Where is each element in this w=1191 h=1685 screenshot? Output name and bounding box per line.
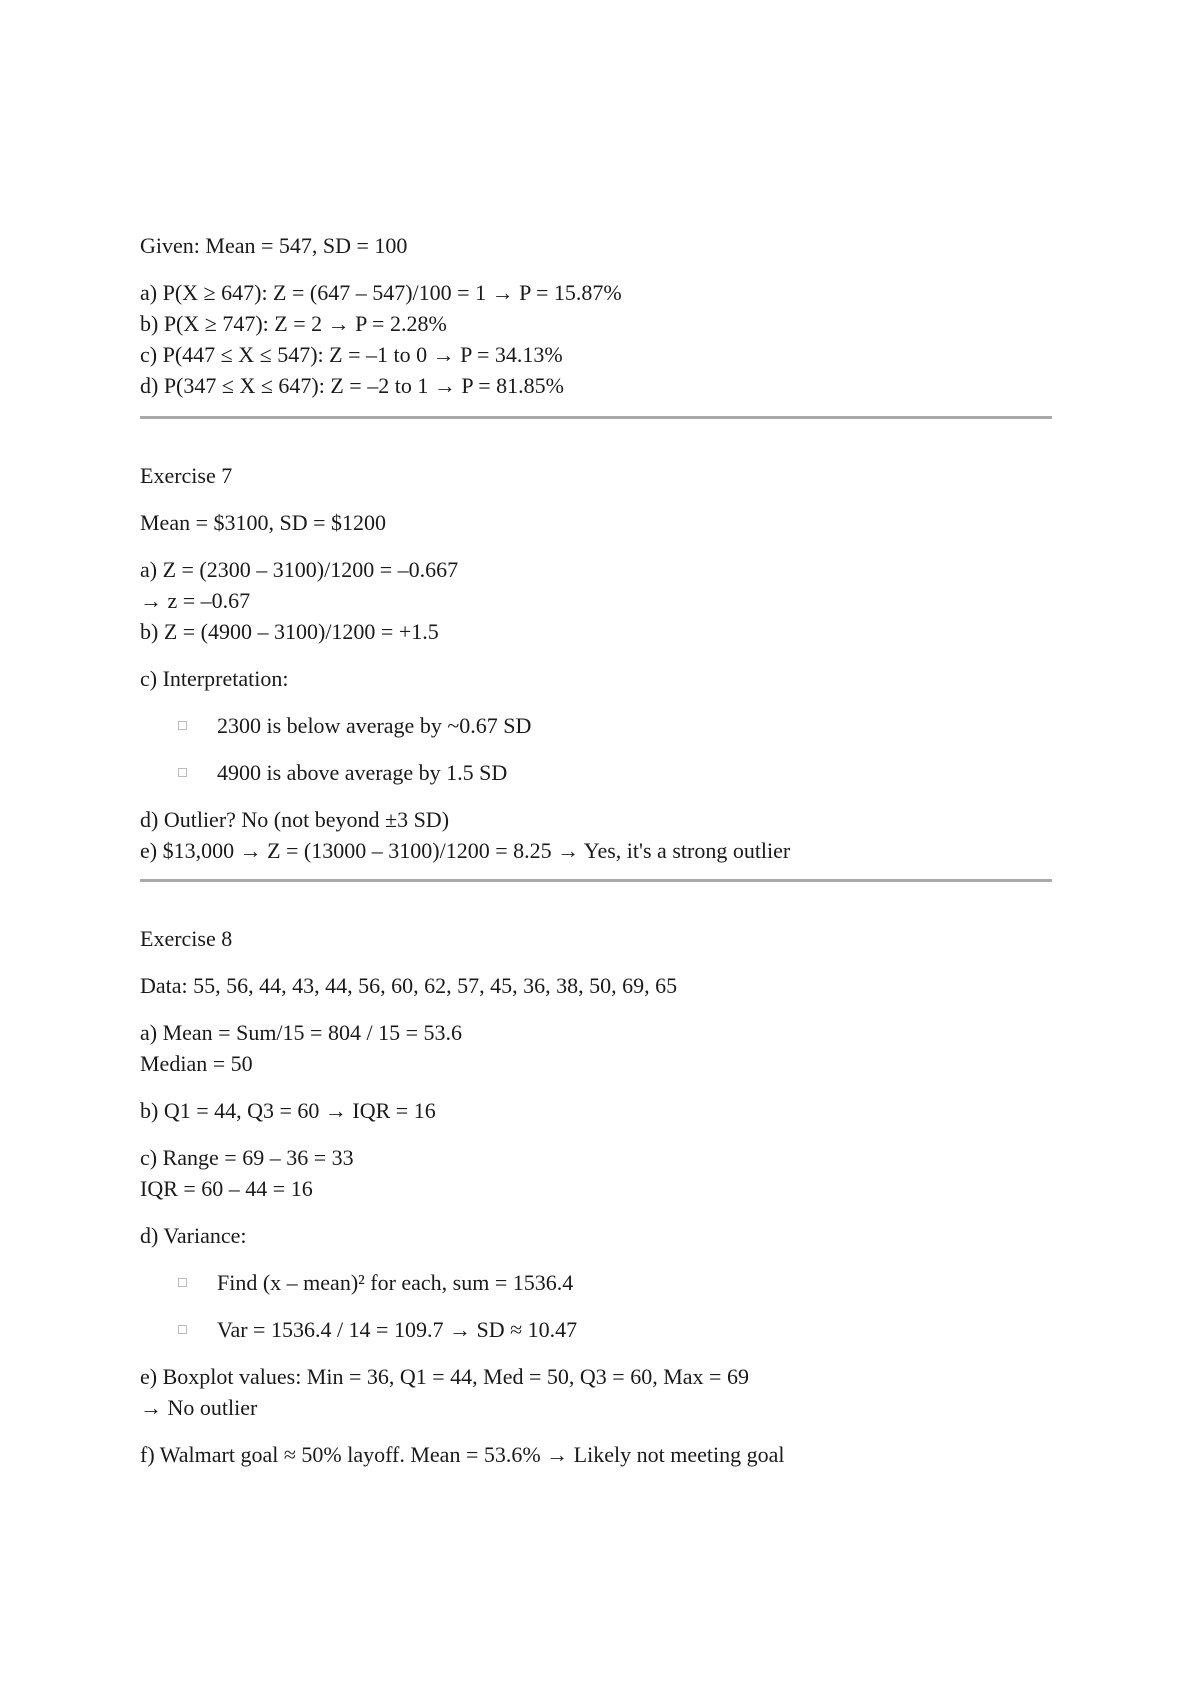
answer-c: c) P(447 ≤ X ≤ 547): Z = –1 to 0 → P = 34.13% [140, 342, 563, 367]
probability-answers [140, 277, 1052, 401]
answer-a: a) P(X ≥ 647): Z = (647 – 547)/100 = 1 → P = 15.87% [140, 280, 622, 305]
exercise-7-e: e) $13,000 → Z = (13000 – 3100)/1200 = 8.25 → Yes, it's a strong outlier [140, 838, 791, 863]
exercise-8-a1: a) Mean = Sum/15 = 804 / 15 = 53.6 [140, 1020, 462, 1045]
bullet-icon [178, 1278, 187, 1287]
exercise-7-title: Exercise 7 [140, 463, 233, 488]
list-item [140, 757, 1052, 788]
list-item [140, 710, 1052, 741]
bullet-text: 4900 is above average by 1.5 SD [217, 760, 508, 785]
exercise-8-f: f) Walmart goal ≈ 50% layoff. Mean = 53.6% → Likely not meeting goal [140, 1442, 785, 1467]
exercise-8-data: Data: 55, 56, 44, 43, 44, 56, 60, 62, 57, 45, 36, 38, 50, 69, 65 [140, 973, 678, 998]
bullet-text: Var = 1536.4 / 14 = 109.7 → SD ≈ 10.47 [217, 1317, 578, 1342]
exercise-8-e1: e) Boxplot values: Min = 36, Q1 = 44, Med = 50, Q3 = 60, Max = 69 [140, 1364, 749, 1389]
bullet-icon [178, 721, 187, 730]
exercise-8-a2: Median = 50 [140, 1051, 253, 1076]
bullet-text: 2300 is below average by ~0.67 SD [217, 713, 532, 738]
bullet-text: Find (x – mean)² for each, sum = 1536.4 [217, 1270, 574, 1295]
exercise-7-given: Mean = $3100, SD = $1200 [140, 510, 387, 535]
section-divider [140, 879, 1052, 882]
exercise-8-c [140, 1142, 1052, 1204]
list-item [140, 1314, 1052, 1345]
exercise-7-d: d) Outlier? No (not beyond ±3 SD) [140, 807, 450, 832]
given-line: Given: Mean = 547, SD = 100 [140, 233, 408, 258]
exercise-8-b: b) Q1 = 44, Q3 = 60 → IQR = 16 [140, 1098, 436, 1123]
list-item [140, 1267, 1052, 1298]
bullet-icon [178, 1325, 187, 1334]
exercise-7-a2: → z = –0.67 [140, 588, 251, 613]
exercise-8-c2: IQR = 60 – 44 = 16 [140, 1176, 313, 1201]
exercise-8-d: d) Variance: [140, 1223, 247, 1248]
exercise-8-title: Exercise 8 [140, 926, 233, 951]
exercise-8-a [140, 1017, 1052, 1079]
exercise-7-c: c) Interpretation: [140, 666, 289, 691]
answer-b: b) P(X ≥ 747): Z = 2 → P = 2.28% [140, 311, 447, 336]
exercise-7-de [140, 804, 1052, 866]
exercise-8-c1: c) Range = 69 – 36 = 33 [140, 1145, 354, 1170]
exercise-7-ab [140, 554, 1052, 647]
document-page [140, 230, 1052, 1486]
exercise-7-b: b) Z = (4900 – 3100)/1200 = +1.5 [140, 619, 439, 644]
exercise-8-e [140, 1361, 1052, 1423]
answer-d: d) P(347 ≤ X ≤ 647): Z = –2 to 1 → P = 81.85% [140, 373, 564, 398]
exercise-7-a1: a) Z = (2300 – 3100)/1200 = –0.667 [140, 557, 459, 582]
bullet-icon [178, 768, 187, 777]
exercise-8-e2: → No outlier [140, 1395, 258, 1420]
section-divider [140, 416, 1052, 419]
